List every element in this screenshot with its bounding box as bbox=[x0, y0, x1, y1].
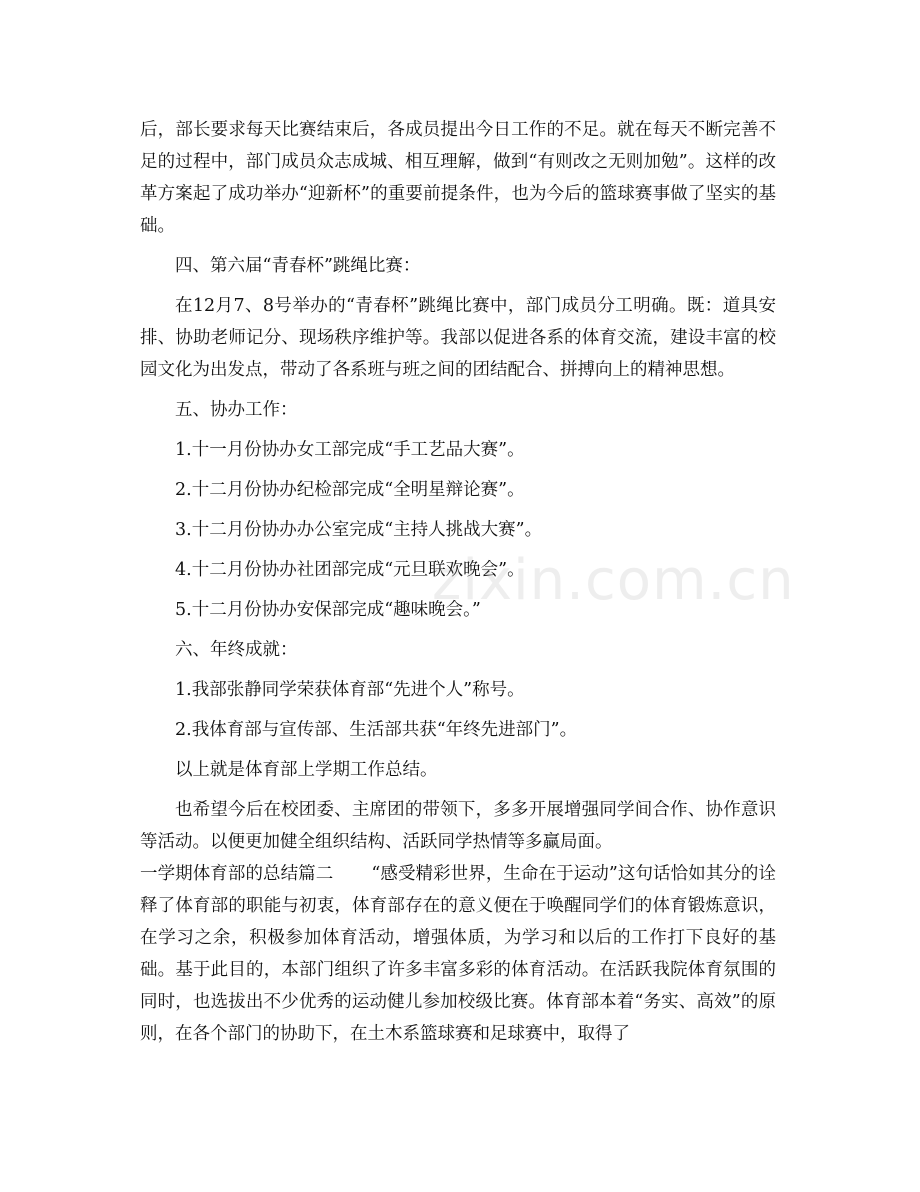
heading-section-6: 六、年终成就： bbox=[175, 640, 298, 660]
paragraph-hope: 也希望今后在校团委、主席团的带领下，多多开展增强同学间合作、协作意识等活动。以便更加健全组织结构、活跃同学热情等多赢局面。 bbox=[140, 800, 776, 852]
list-item: 4.十二月份协办社团部完成“元旦联欢晚会”。 bbox=[175, 560, 525, 580]
list-item: 2.十二月份协办纪检部完成“全明星辩论赛”。 bbox=[175, 480, 525, 500]
paragraph-summary: 以上就是体育部上学期工作总结。 bbox=[175, 760, 438, 780]
heading-section-5: 五、协办工作： bbox=[175, 400, 298, 420]
list-item: 3.十二月份协办办公室完成“主持人挑战大赛”。 bbox=[175, 520, 543, 540]
section-2-title: 一学期体育部的总结篇二 bbox=[140, 864, 334, 884]
list-item: 1.我部张静同学荣获体育部“先进个人”称号。 bbox=[175, 680, 525, 700]
paragraph-section-2 bbox=[140, 858, 776, 1050]
paragraph-intro-continuation: 后，部长要求每天比赛结束后，各成员提出今日工作的不足。就在每天不断完善不足的过程中，部门成员众志成城、相互理解，做到“有则改之无则加勉”。这样的改革方案起了成功举办“迎新杯”的重要前提条件，也为今后的篮球赛事做了坚实的基础。 bbox=[140, 120, 776, 236]
list-item: 1.十一月份协办女工部完成“手工艺品大赛”。 bbox=[175, 440, 525, 460]
list-item: 5.十二月份协办安保部完成“趣味晚会。” bbox=[175, 600, 481, 620]
watermark: zixin.com.cn bbox=[432, 548, 795, 613]
paragraph-jump-rope: 在12月7、8号举办的“青春杯”跳绳比赛中，部门成员分工明确。既：道具安排、协助老师记分、现场秩序维护等。我部以促进各系的体育交流，建设丰富的校园文化为出发点，带动了各系班与班之间的团结配合、拼搏向上的精神思想。 bbox=[140, 296, 776, 380]
section-2-body: “感受精彩世界，生命在于运动”这句话恰如其分的诠释了体育部的职能与初衷，体育部存在的意义便在于唤醒同学们的体育锻炼意识，在学习之余，积极参加体育活动，增强体质，为学习和以后的工作打下良好的基础。基于此目的，本部门组织了许多丰富多彩的体育活动。在活跃我院体育氛围的同时，也选拔出不少优秀的运动健儿参加校级比赛。体育部本着“务实、高效”的原则，在各个部门的协助下，在土木系篮球赛和足球赛中，取得了 bbox=[140, 864, 776, 1044]
document-body bbox=[140, 114, 776, 1050]
list-item: 2.我体育部与宣传部、生活部共获“年终先进部门”。 bbox=[175, 720, 578, 740]
heading-section-4: 四、第六届“青春杯”跳绳比赛： bbox=[175, 256, 421, 276]
